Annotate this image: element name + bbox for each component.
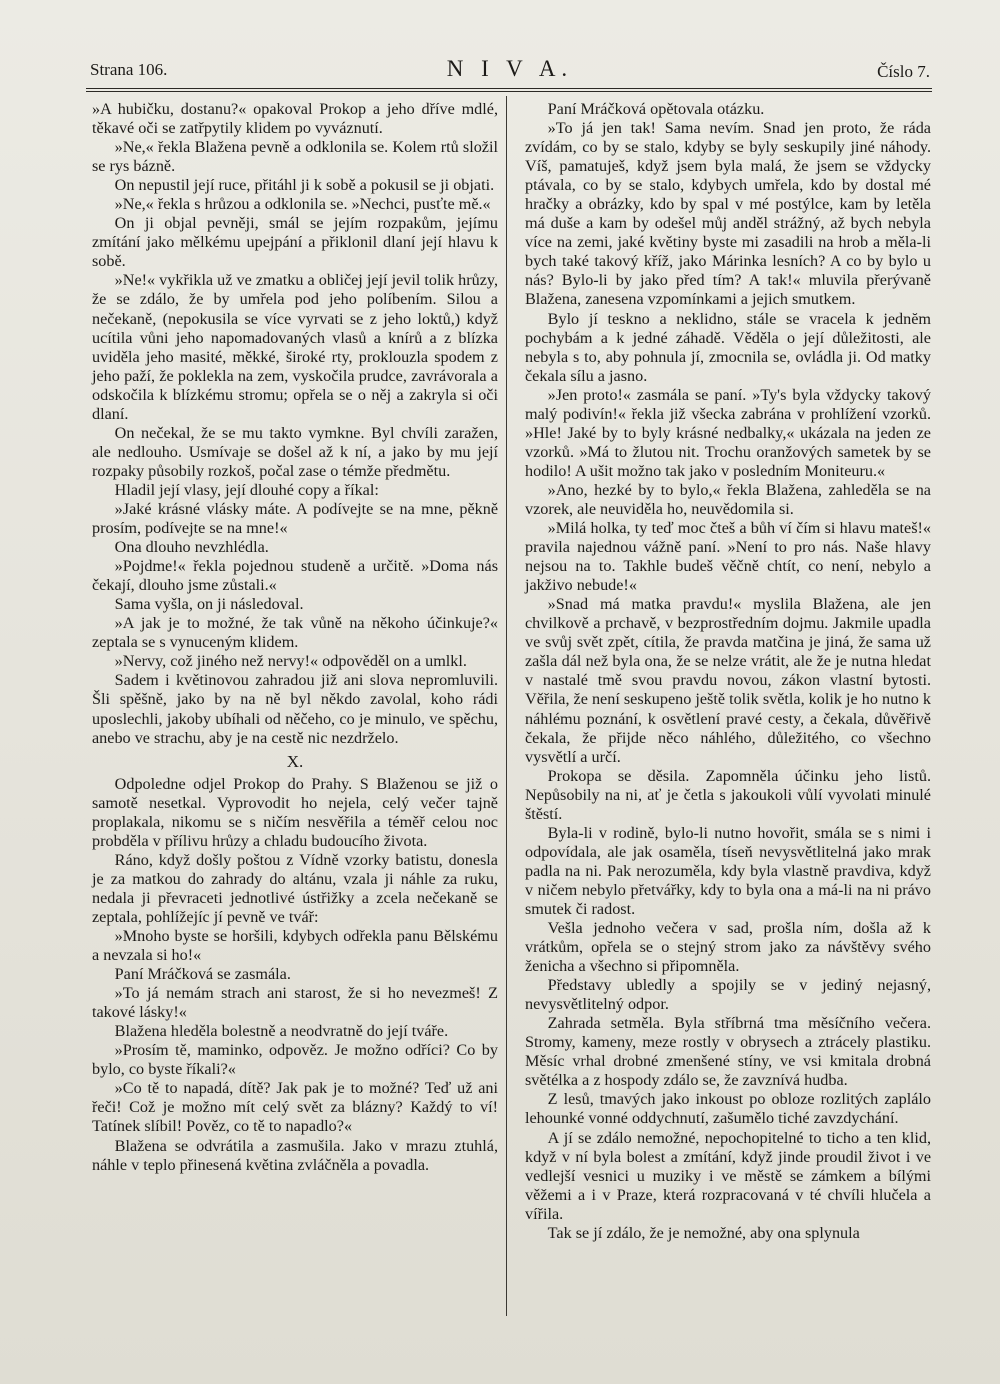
paragraph: Paní Mráčková se zasmála.: [114, 965, 291, 984]
paragraph: Představy ubledly a spojily se v jediný nejasný, nevysvětlitelný odpor.: [525, 976, 931, 1014]
paragraph: »Jaké krásné vlásky máte. A podívejte se na mne, pěkně prosím, podívejte se na mne!«: [92, 499, 498, 538]
paragraph: Odpoledne odjel Prokop do Prahy. S Blaženou se již o samotě nesetkal. Vyprovodit ho nejela, celý večer tajně proplakala, nikomu se s ničím nesvěřila a téměř celou noc probděla v přílivu hrůzy a chladu budoucího života.: [92, 774, 498, 850]
header-rule: [86, 88, 932, 92]
paragraph: Sadem i květinovou zahradou již ani slova nepromluvili. Šli spěšně, jako by na ně byl někdo zavolal, koho rádi uposlechli, jakoby ubíhali od něčeho, co je minulo, ve spěchu, anebo ve strachu, aby je na cestě nic nezdrželo.: [92, 671, 498, 747]
paragraph: A jí se zdálo nemožné, nepochopitelné to ticho a ten klid, když v ní byla bolest a zmítání, když jinde proudil život i ve vedlejší vesnici u muziky i ve městě se zámkem a bílými věžemi a i v Praze, která rozpracovaná v té chvíli hlučela a vířila.: [525, 1128, 931, 1223]
paragraph: Blažena hleděla bolestně a neodvratně do její tváře.: [114, 1022, 449, 1041]
paragraph: Sama vyšla, on ji následoval.: [114, 595, 304, 614]
paragraph: »Milá holka, ty teď moc čteš a bůh ví čím si hlavu mateš!« pravila najednou vážně paní. »Není to pro nás. Naše hlavy nejsou na to. Takhle budeš věčně chtít, co není, nebylo a jakživo nebude!«: [525, 519, 931, 595]
paragraph: »To já nemám strach ani starost, že si ho nevezmeš! Z takové lásky!«: [92, 984, 498, 1022]
page-number: Strana 106.: [90, 60, 168, 79]
journal-title: N I V A.: [446, 56, 574, 81]
paragraph: »Nervy, což jiného než nervy!« odpověděl on a umlkl.: [114, 652, 467, 671]
page-header: [90, 58, 930, 88]
right-column: [525, 100, 931, 1243]
paragraph: On nepustil její ruce, přitáhl ji k sobě a pokusil se ji objati.: [114, 176, 495, 195]
paragraph: »Co tě to napadá, dítě? Jak pak je to možné? Teď už ani řeči! Což je možno mít celý svět za blázny? Každý to ví! Tatínek slíbil! Pověz, co tě to napadlo?«: [92, 1079, 498, 1136]
paragraph: On nečekal, že se mu takto vymkne. Byl chvíli zaražen, ale nedlouho. Usmívaje se došel až k ní, a jako by mu její rozpaky působily rozkoš, počal zase o témže předmětu.: [92, 423, 498, 480]
left-column: [92, 100, 498, 1175]
paragraph: »Prosím tě, maminko, odpověz. Je možno odříci? Co by bylo, co byste říkali?«: [92, 1041, 498, 1079]
paragraph: On ji objal pevněji, smál se jejím rozpakům, jejímu zmítání jako mělkému upejpání a přiklonil dlaní její hlavu k sobě.: [92, 214, 498, 271]
paragraph: »Jen proto!« zasmála se paní. »Ty's byla vždycky takový malý podivín!« řekla již všecka zabrána v prohlížení vzorků. »Hle! Jaké by to byly krásné nedbalky,« ukázala na jeden ze vzorků. »Má to žlutou nit. Trochu oranžových sametek by se hodilo! A ušit možno tak jako v posledním Moniteuru.«: [525, 385, 931, 480]
paragraph: Zahrada setměla. Byla stříbrná tma měsíčního večera. Stromy, kameny, meze rostly v obrysech a ztrácely plastiku. Měsíc vrhal drobné zmenšené stíny, ve vsi kmitala drobná světélka a z hospody zdálo se, že zavznívá hudba.: [525, 1014, 931, 1090]
paragraph: Blažena se odvrátila a zasmušila. Jako v mrazu ztuhlá, náhle v teplo přinesená květina zvláčněla a povadla.: [92, 1136, 498, 1174]
paragraph: »Ano, hezké by to bylo,« řekla Blažena, zahleděla se na vzorek, ale neuviděla ho, neuvědomila si.: [525, 480, 931, 518]
paragraph: Hladil její vlasy, její dlouhé copy a říkal:: [114, 480, 379, 499]
paragraph: »Ne!« vykřikla už ve zmatku a obličej její jevil tolik hrůzy, že se zdálo, že by umřela pod jeho políbením. Silou a nečekaně, (nepokusila se více vyrvati se z jeho loktů,) když ucítila vůni jeho napomadovaných vlasů a knírů a z blízka uviděla jeho masité, měkké, široké rty, proklouzla spodem z jeho paží, že poklekla na zem, vyskočila prudce, zavrávorala a odskočila k blízkému stromu; opřela se o něj a zakryla si oči dlaní.: [92, 271, 498, 423]
paragraph: »Ne,« řekla Blažena pevně a odklonila se. Kolem rtů složil se rys bázně.: [92, 138, 498, 176]
paragraph: Byla-li v rodině, bylo-li nutno hovořit, smála se s nimi i odpovídala, ale jak osaměla, tíseň nevysvětlitelná jako mrak padla na ni. Pak nerozuměla, kdy byla vlastně pravdiva, když v ničem nebylo přetvářky, kdy to byla ona a má-li na ni právo smutek či radost.: [525, 823, 931, 918]
paragraph: Z lesů, tmavých jako inkoust po obloze rozlitých zaplálo lehounké vonné oddychnutí, zašumělo tiché zavzdychání.: [525, 1090, 931, 1128]
paragraph: »Snad má matka pravdu!« myslila Blažena, ale jen chvilkově a prchavě, v bezprostředním dojmu. Jakmile upadla ve svůj svět zpět, cítila, že pravda matčina je jiná, že sama už zašla dál než byla ona, že se nelze vrátit, ale že je nutna hledat v nastalé tmě svou pravdu novou, zákon vlastní bytosti. Věřila, že není seskupeno ještě tolik světla, kolik je ho nutno k náhlému poznání, k osvětlení pravé cesty, a čekala, důvěřivě čekala, že přijde něco náhlého, důležitého, co všechno vysvětlí a určí.: [525, 595, 931, 766]
column-divider: [506, 96, 507, 1316]
paragraph: »A hubičku, dostanu?« opakoval Prokop a jeho dříve mdlé, těkavé oči se zatřpytily klidem po vyváznutí.: [92, 100, 498, 138]
paragraph: Tak se jí zdálo, že je nemožné, aby ona splynula: [547, 1223, 860, 1242]
paragraph: »Mnoho byste se horšili, kdybych odřekla panu Bělskému a nevzala si ho!«: [92, 927, 498, 965]
paragraph: »Ne,« řekla s hrůzou a odklonila se. »Nechci, pusťte mě.«: [114, 195, 491, 214]
issue-number: Číslo 7.: [877, 62, 930, 81]
paragraph: »A jak je to možné, že tak vůně na někoho účinkuje?« zeptala se s vynuceným klidem.: [92, 614, 498, 652]
paragraph: »Pojdme!« řekla pojednou studeně a určitě. »Doma nás čekají, dlouho jsme zůstali.«: [92, 557, 498, 595]
chapter-heading: X.: [286, 751, 304, 771]
paragraph: Ráno, když došly poštou z Vídně vzorky batistu, donesla je za matkou do zahrady do altánu, vzala ji náhle za ruku, nedala ji převraceti jednotlivé ústřižky a zcela nečekaně se zeptala, pohlížejíc jí pevně ve tvář:: [92, 850, 498, 926]
paragraph: Vešla jednoho večera v sad, prošla ním, došla až k vrátkům, opřela se o stejný strom jako za návštěvy svého ženicha a všechno si připomněla.: [525, 919, 931, 976]
paragraph: Prokopa se děsila. Zapomněla účinku jeho listů. Nepůsobily na ni, ať je četla s jakoukoli vůlí vyvolati minulé štěstí.: [525, 766, 931, 823]
paragraph: »To já jen tak! Sama nevím. Snad jen proto, že ráda zvídám, co by se stalo, kdyby se byly seskupily jiné náhody. Víš, pamatuješ, když jsem byla malá, že jsem se vždycky ptávala, co by se stalo, kdybych umřela, kdo by dostal mé hračky a obrázky, kdo by spal v mé postýlce, kam by letěla má duše a kam by odešel můj anděl strážný, až bych nebyla více na zemi, jaké květiny byste mi zasadili na hrob a měla-li bych také takový kříž, jako Márinka lesních? A co by bylo u nás? Bylo-li by jako před tím? A tak!« mluvila přerývaně Blažena, zanesena vzpomínkami a jejich smutkem.: [525, 119, 931, 309]
paragraph: Paní Mráčková opětovala otázku.: [547, 100, 765, 118]
paragraph: Bylo jí teskno a neklidno, stále se vracela k jednĕm pochybám a k jedné záhadě. Věděla o její důležitosti, ale nebyla s to, aby pohnula jí, zmocnila se, ovládla ji. Od matky čekala sílu a jasno.: [525, 309, 931, 385]
paragraph: Ona dlouho nevzhlédla.: [114, 538, 269, 557]
